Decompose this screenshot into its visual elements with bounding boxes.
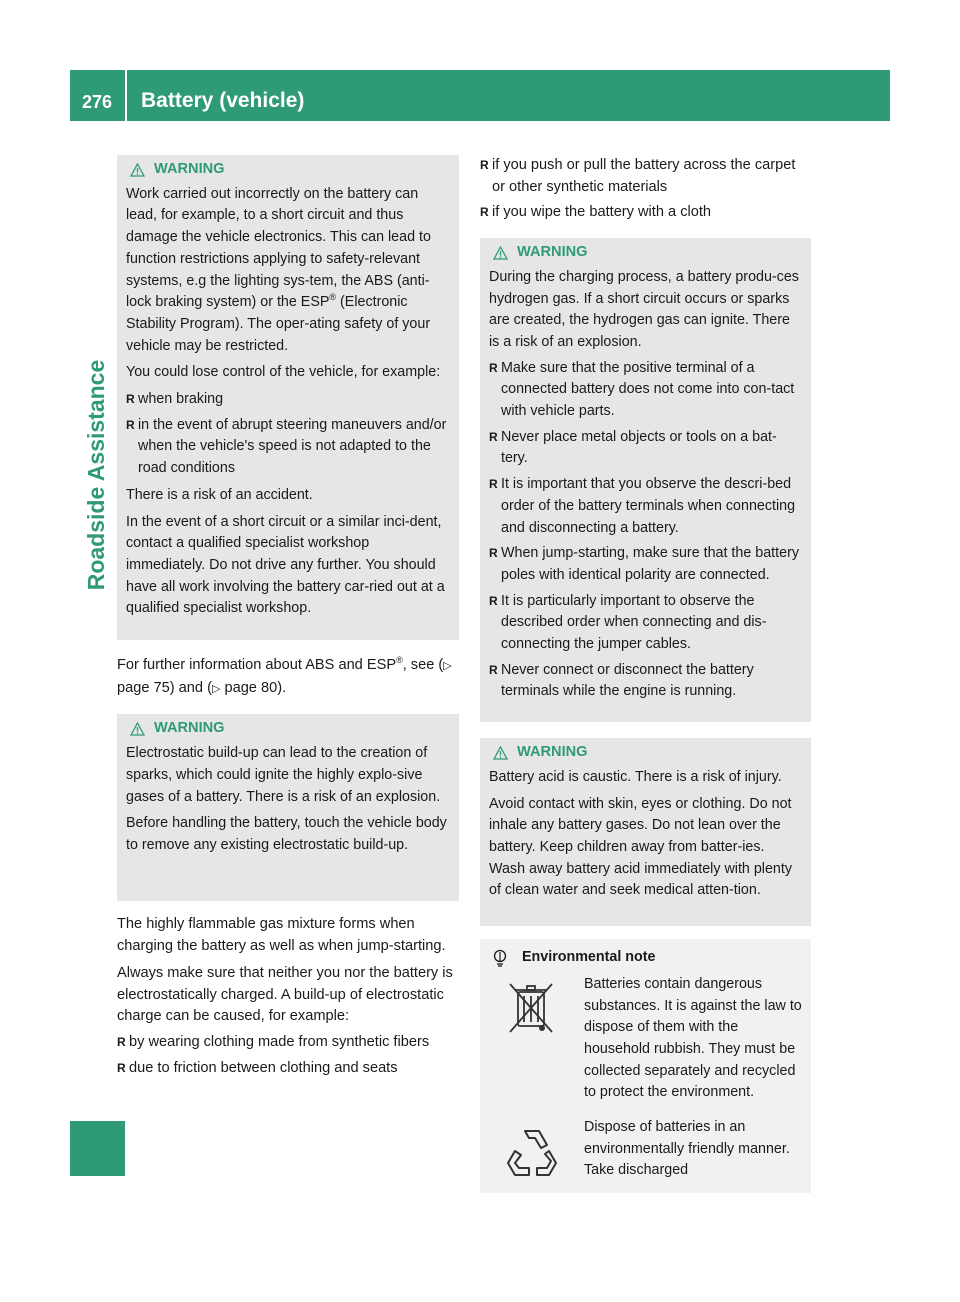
warning-title [493,242,802,264]
info-paragraph [117,655,459,700]
bullet-r: R [489,662,498,677]
page-ref-link[interactable]: page 80). [220,679,287,696]
warning-box-acid [480,738,811,926]
chapter-title: Battery (vehicle) [141,89,305,112]
list-item [480,155,811,198]
info-text: For further information about ABS and ESP [117,657,397,673]
bullet-r: R [489,593,498,608]
page-ref-link[interactable]: page 75) and ( [117,679,212,696]
list-item-text: when braking [138,391,224,408]
warning-text-tail: (Electronic Stability Program). The oper-ating safety of your vehicle may be restricted. [126,294,431,354]
warning-paragraph: During the charging process, a battery produ-ces hydrogen gas. If a short circuit occurs or sparks are created, the hydrogen gas can ignite. There is a risk of an explosion. [489,268,799,350]
warning-title-text: WARNING [154,720,225,737]
warning-paragraph: There is a risk of an accident. [126,486,313,503]
list-item [489,427,802,470]
bullet-r: R [489,477,498,492]
list-item-text: When jump-starting, make sure that the battery poles with identical polarity are connected. [501,545,799,583]
list-item [489,660,802,703]
list-item [480,202,811,224]
left-column [117,155,459,1079]
warning-box-electrostatic [117,714,459,901]
list-item-text: due to friction between clothing and seats [129,1059,398,1076]
warning-box-electronics [117,155,459,640]
warning-title [130,718,450,740]
bullet-r: R [489,429,498,444]
env-row [492,974,802,1104]
crossed-out-bin-icon [504,978,560,1038]
warning-paragraph: Electrostatic build-up can lead to the creation of sparks, which could ignite the highly explo-sive gases of a battery. There is a risk of an explosion. [126,745,441,805]
list-item-text: if you push or pull the battery across the carpet or other synthetic materials [492,157,796,195]
bullet-r: R [117,1060,126,1075]
bullet-r: R [126,417,135,432]
list-item-text: Make sure that the positive terminal of a connected battery does not come into con-tact with vehicle parts. [501,359,795,420]
body-paragraph: The highly flammable gas mixture forms when charging the battery as well as when jump-starting. [117,916,446,955]
list-item [489,358,802,423]
bullet-r: R [117,1034,126,1049]
list-item-text: if you wipe the battery with a cloth [492,204,712,221]
list-item-text: It is important that you observe the descri-bed order of the battery terminals when connecting and disconnecting a battery. [501,476,796,536]
list-item [126,389,450,411]
side-tab-marker [70,1121,125,1176]
warning-text: Work carried out incorrectly on the battery can lead, for example, to a short circuit and thus damage the vehicle electronics. This can lead to function restrictions applying to safety-relevant systems, e.g the lighting sys-tem, the ABS (anti-lock braking system) or the ESP [126,185,431,311]
page-number: 276 [82,92,113,112]
env-note-text: Dispose of batteries in an environmentally friendly manner. Take discharged [584,1119,790,1179]
warning-title-text: WARNING [517,244,588,261]
warning-paragraph: Battery acid is caustic. There is a risk of injury. [489,768,782,785]
warning-paragraph: Before handling the battery, touch the vehicle body to remove any existing electrostatic build-up. [126,815,447,853]
env-note-text: Batteries contain dangerous substances. It is against the law to dispose of them with the household rubbish. They must be collected separately and recycled to protect the environment. [584,975,802,1101]
warning-triangle-icon [130,163,145,177]
environmental-note-box [480,939,811,1193]
body-paragraph: Always make sure that neither you nor the battery is electrostatically charged. A build-up of electrostatic charge can be caused, for example: [117,964,453,1025]
page-ref-arrow-icon: ▷ [211,682,221,695]
recycle-icon [501,1121,563,1183]
warning-box-hydrogen [480,238,811,722]
list-item-text: in the event of abrupt steering maneuvers and/or when the vehicle's speed is not adapted to the road conditions [138,416,447,477]
bullet-r: R [489,360,498,375]
registered-mark: ® [396,655,403,666]
list-item [117,1058,459,1080]
list-item [489,591,802,656]
side-chapter-text: Roadside Assistance [83,359,110,591]
warning-triangle-icon [493,746,508,760]
list-item [489,474,802,539]
lightbulb-icon [492,949,508,967]
warning-title-text: WARNING [517,744,588,761]
warning-title [130,159,450,181]
list-item-text: Never place metal objects or tools on a bat-tery. [501,428,777,467]
environmental-note-title-text: Environmental note [522,949,656,966]
env-row [492,1117,802,1183]
list-item-text: Never connect or disconnect the battery terminals while the engine is running. [501,661,754,700]
warning-triangle-icon [130,722,145,736]
crossed-bin-icon-wrap [492,974,572,1104]
registered-mark: ® [329,292,337,303]
bullet-r: R [489,546,498,561]
right-column [480,155,811,1193]
list-item [117,1032,459,1054]
warning-triangle-icon [493,246,508,260]
recycle-icon-wrap [492,1117,572,1183]
warning-paragraph: You could lose control of the vehicle, for example: [126,364,441,381]
list-item [126,415,450,480]
warning-paragraph [126,184,450,358]
bullet-r: R [126,392,135,407]
page-ref-arrow-icon: ▷ [443,660,452,672]
warning-paragraph: Avoid contact with skin, eyes or clothing. Do not inhale any battery gases. Do not lean over the battery. Keep children away from batter-ies. Wash away battery acid immediately with plenty of clean water and seek medical atten-tion. [489,795,793,899]
list-item-text: It is particularly important to observe the described order when connecting and dis-connecting the jumper cables. [501,592,767,653]
bullet-r: R [480,205,489,220]
list-item-text: by wearing clothing made from synthetic fibers [129,1033,430,1050]
info-text-tail: , see ( [402,657,444,673]
list-item [489,543,802,586]
warning-title-text: WARNING [154,161,225,177]
warning-title [493,742,802,764]
bullet-r: R [480,158,489,172]
environmental-note-title [492,947,802,969]
warning-paragraph: In the event of a short circuit or a similar inci-dent, contact a qualified specialist workshop immediately. Do not drive any further. You should have all work involving the battery car-ried out at a qualified specialist workshop. [126,513,445,617]
